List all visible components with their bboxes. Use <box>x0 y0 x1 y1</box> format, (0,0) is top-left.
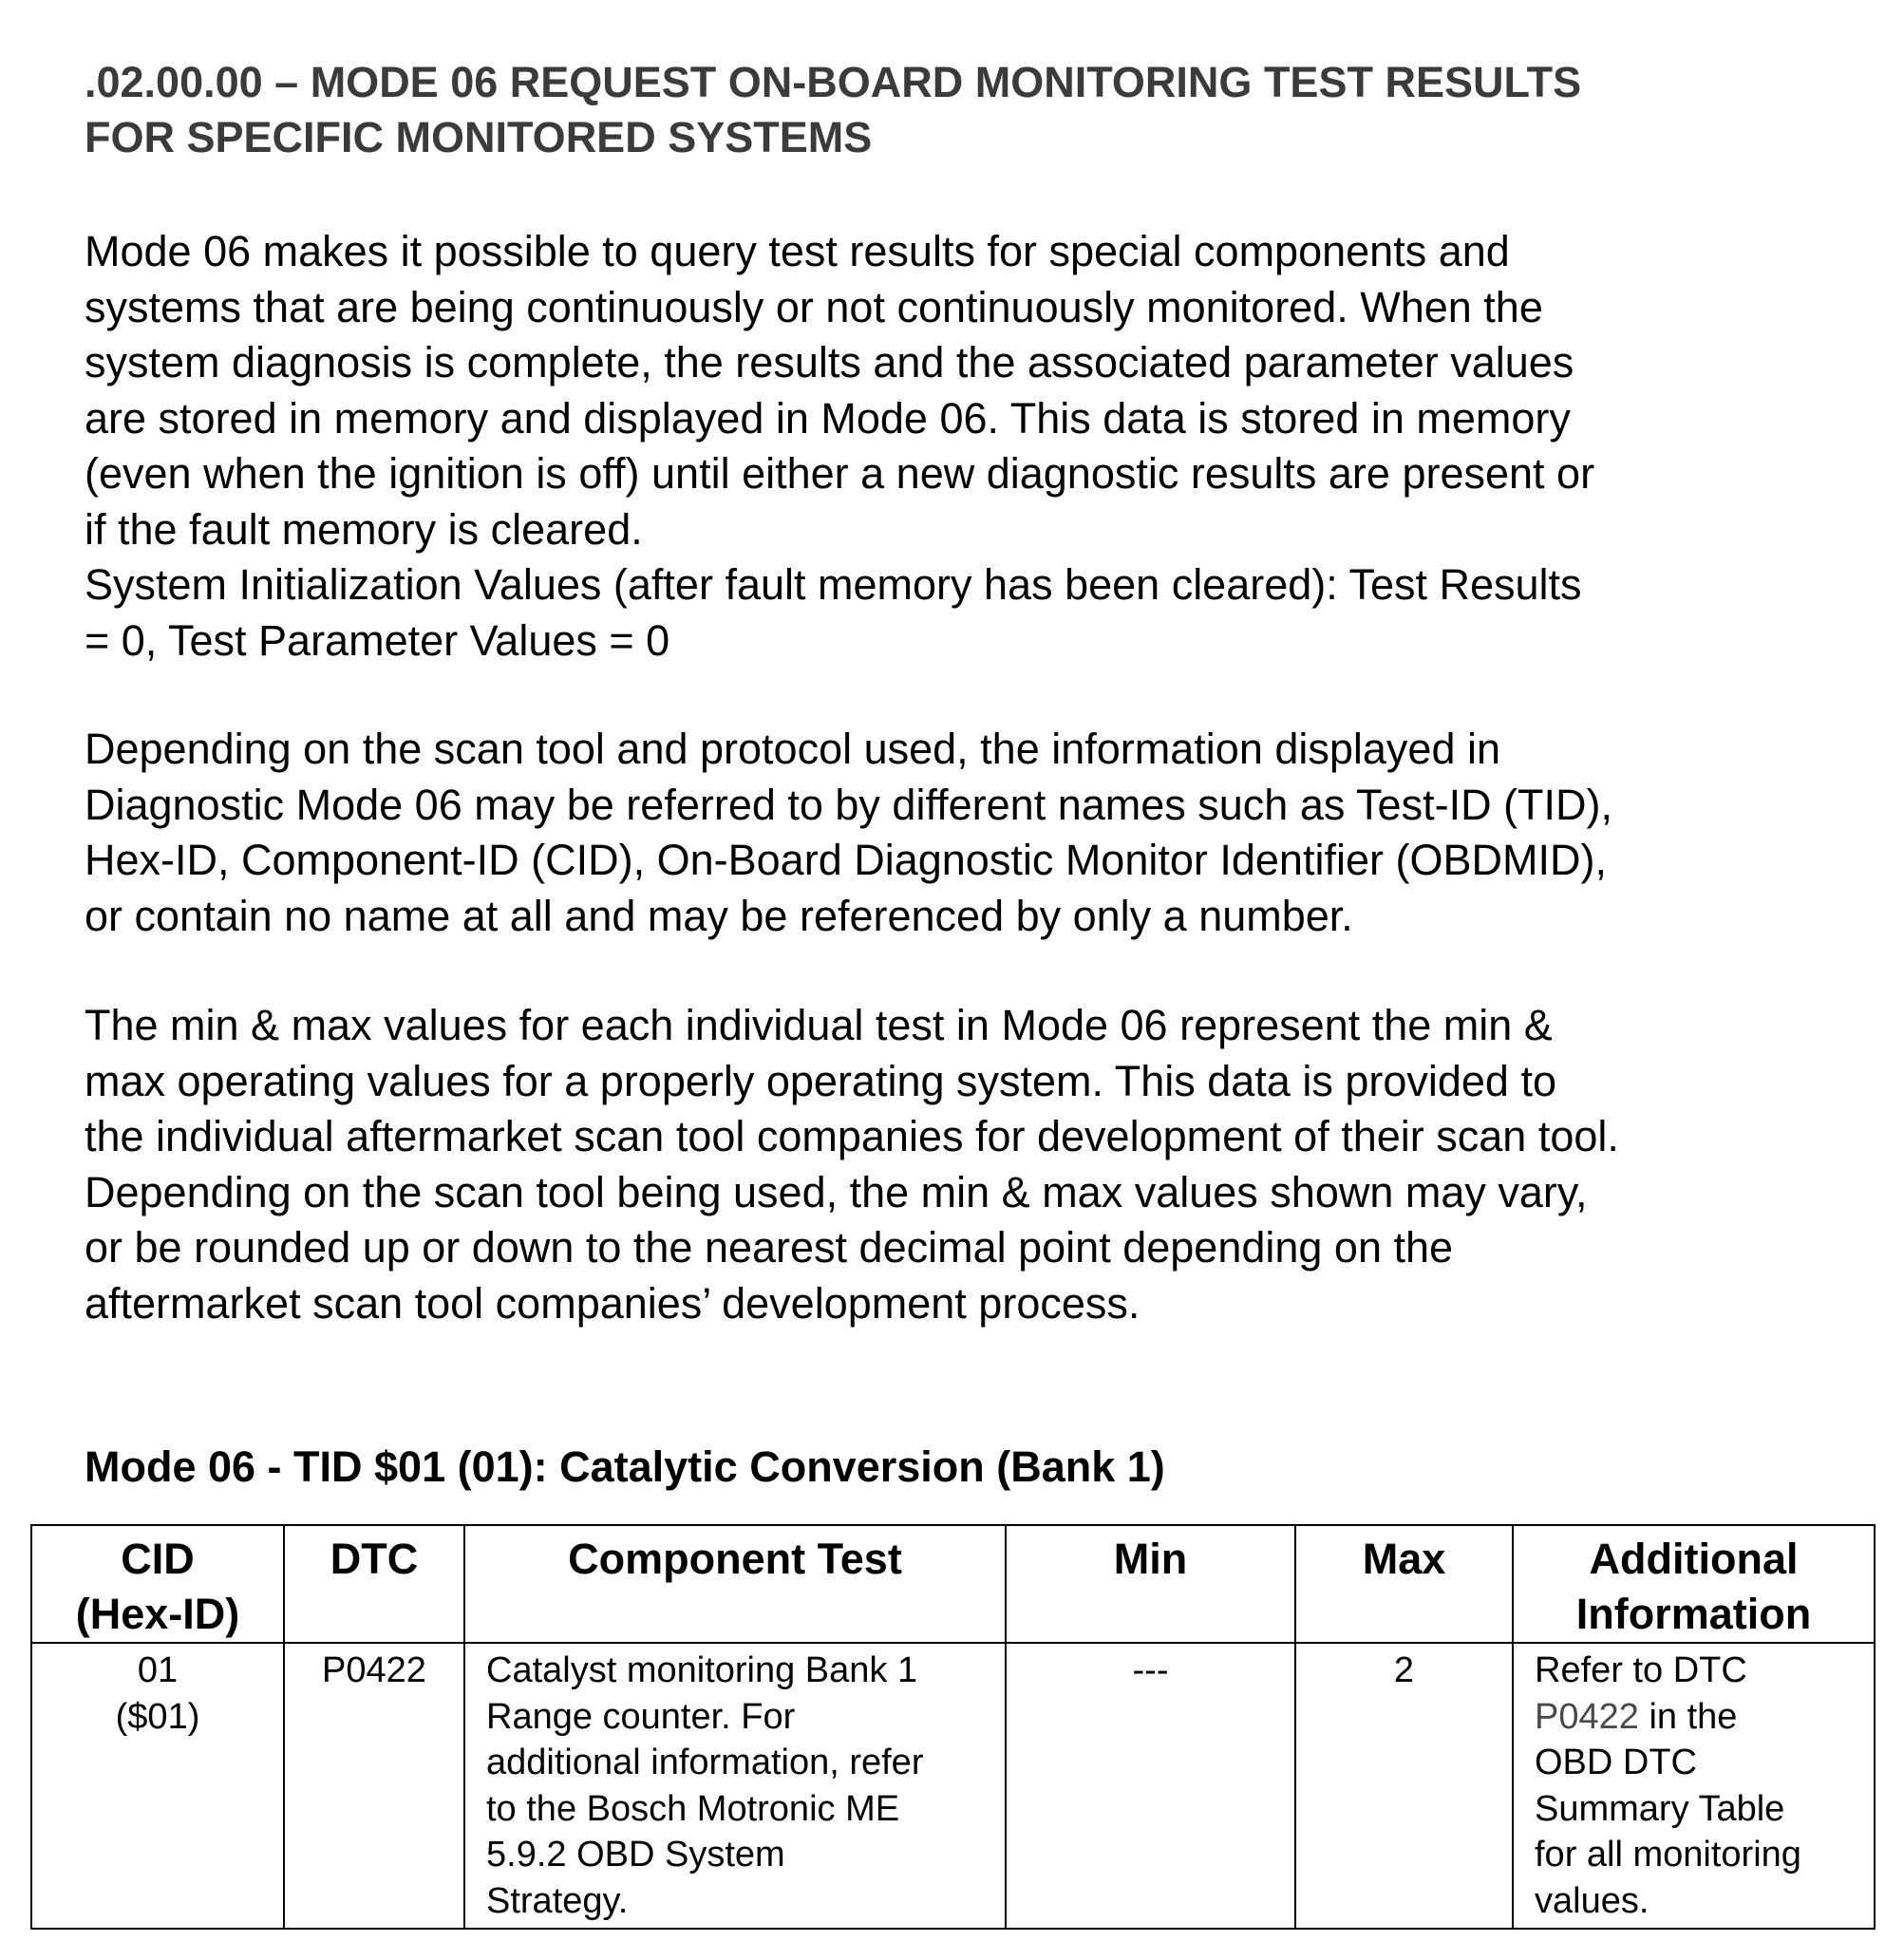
header-component-test: Component Test <box>464 1525 1006 1643</box>
paragraph-line: or be rounded up or down to the nearest decimal point depending on the <box>85 1223 1454 1272</box>
paragraph-line: Mode 06 makes it possible to query test results for special components and <box>85 227 1510 275</box>
cell-component-line: to the Bosch Motronic ME <box>486 1788 900 1829</box>
cell-additional-line: OBD DTC <box>1535 1743 1697 1782</box>
cell-additional-information <box>1513 1643 1875 1929</box>
paragraph-line: System Initialization Values (after fault memory has been cleared): Test Results <box>85 560 1582 609</box>
cell-max: 2 <box>1295 1643 1513 1929</box>
paragraph-line: Depending on the scan tool and protocol used, the information displayed in <box>85 725 1500 773</box>
cell-component-line: Range counter. For <box>486 1696 796 1737</box>
paragraph-line: = 0, Test Parameter Values = 0 <box>85 615 670 665</box>
table-header-row <box>31 1525 1875 1643</box>
paragraph-line: the individual aftermarket scan tool companies for development of their scan tool. <box>85 1112 1619 1160</box>
header-cid-line-2: (Hex-ID) <box>75 1590 240 1638</box>
cell-component-test <box>464 1643 1006 1929</box>
table-row <box>31 1643 1875 1929</box>
paragraph-line: system diagnosis is complete, the results and the associated parameter values <box>85 338 1574 386</box>
cell-additional-line: for all monitoring <box>1535 1835 1801 1875</box>
paragraph-line: systems that are being continuously or not continuously monitored. When the <box>85 282 1543 331</box>
cell-additional-line <box>1535 1694 1857 1741</box>
cell-component-line: 5.9.2 OBD System <box>486 1835 785 1875</box>
paragraph-line: if the fault memory is cleared. <box>85 504 643 554</box>
cell-additional-line-suffix: in the <box>1638 1696 1738 1737</box>
header-max: Max <box>1295 1525 1513 1643</box>
paragraph-naming <box>85 722 1832 944</box>
paragraph-line: The min & max values for each individual test in Mode 06 represent the min & <box>85 1001 1553 1049</box>
section-heading-line-1: .02.00.00 – MODE 06 REQUEST ON-BOARD MONITORING TEST RESULTS <box>85 58 1582 106</box>
cell-additional-line: Refer to DTC <box>1535 1650 1747 1690</box>
header-cid-line-1: CID <box>121 1535 195 1583</box>
cell-dtc: P0422 <box>284 1643 464 1929</box>
dtc-p0422-link[interactable]: P0422 <box>1535 1696 1639 1737</box>
cell-cid-line-2: ($01) <box>115 1696 200 1737</box>
cell-component-line: additional information, refer <box>486 1743 924 1782</box>
paragraph-line: or contain no name at all and may be referenced by only a number. <box>85 891 1353 940</box>
paragraph-line: Hex-ID, Component-ID (CID), On-Board Diagnostic Monitor Identifier (OBDMID), <box>85 836 1607 884</box>
cell-component-line: Strategy. <box>486 1880 629 1921</box>
paragraph-line: Diagnostic Mode 06 may be referred to by different names such as Test-ID (TID), <box>85 780 1613 829</box>
paragraph-mode06-overview <box>85 224 1832 669</box>
header-additional-line-2: Information <box>1575 1590 1812 1638</box>
cell-min: --- <box>1006 1643 1295 1929</box>
section-heading <box>85 55 1822 165</box>
paragraph-line: max operating values for a properly operating system. This data is provided to <box>85 1056 1556 1105</box>
cell-component-line: Catalyst monitoring Bank 1 <box>486 1650 918 1690</box>
cell-additional-line: Summary Table <box>1535 1788 1785 1829</box>
cell-additional-line: values. <box>1535 1880 1650 1921</box>
cell-cid <box>31 1643 284 1929</box>
paragraph-min-max <box>85 998 1832 1331</box>
header-cid <box>31 1525 284 1643</box>
tid-table <box>30 1524 1876 1930</box>
paragraph-line: aftermarket scan tool companies’ development process. <box>85 1278 1141 1328</box>
section-heading-line-2: FOR SPECIFIC MONITORED SYSTEMS <box>85 113 873 161</box>
header-additional-information <box>1513 1525 1875 1643</box>
paragraph-line: are stored in memory and displayed in Mode 06. This data is stored in memory <box>85 393 1571 443</box>
paragraph-line: (even when the ignition is off) until either a new diagnostic results are present or <box>85 449 1595 498</box>
header-additional-line-1: Additional <box>1589 1535 1799 1583</box>
cell-cid-line-1: 01 <box>137 1650 179 1690</box>
table-title: Mode 06 - TID $01 (01): Catalytic Conversion (Bank 1) <box>85 1442 1165 1491</box>
paragraph-line: Depending on the scan tool being used, the min & max values shown may vary, <box>85 1167 1588 1216</box>
header-min: Min <box>1006 1525 1295 1643</box>
header-dtc: DTC <box>284 1525 464 1643</box>
